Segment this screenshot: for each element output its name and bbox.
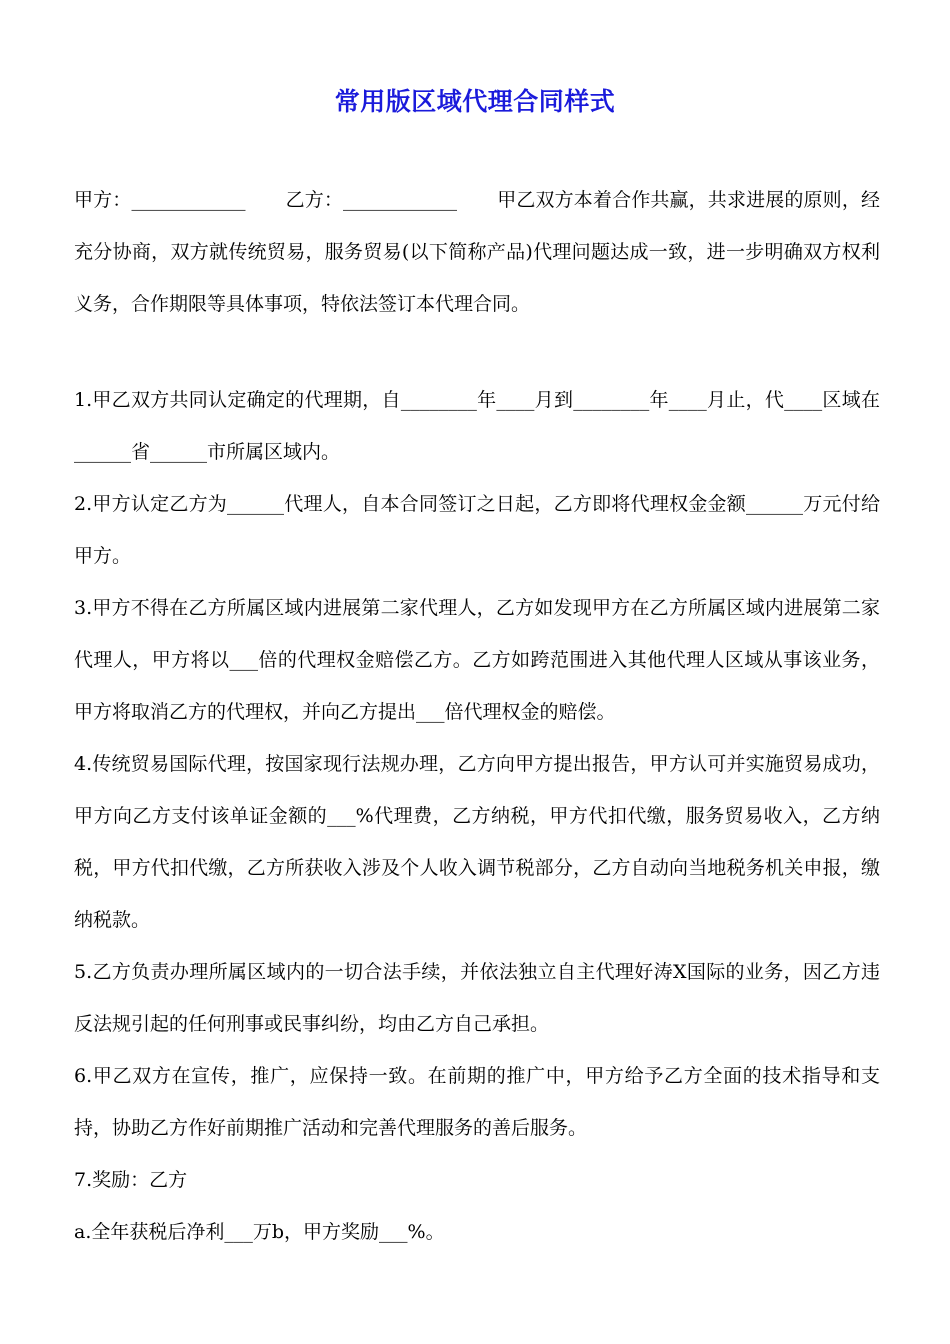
clause-7: 7.奖励：乙方 [74, 1169, 188, 1191]
clause-2: 2.甲方认定乙方为______代理人，自本合同签订之日起，乙方即将代理权金金额______万元付给甲方。 [74, 493, 880, 567]
clause-5: 5.乙方负责办理所属区域内的一切合法手续，并依法独立自主代理好涛X国际的业务，因乙方违反法规引起的任何刑事或民事纠纷，均由乙方自己承担。 [74, 961, 880, 1035]
intro-paragraph [74, 174, 880, 330]
clause-3: 3.甲方不得在乙方所属区域内进展第二家代理人，乙方如发现甲方在乙方所属区域内进展第二家代理人，甲方将以___倍的代理权金赔偿乙方。乙方如跨范围进入其他代理人区域从事该业务，甲方将取消乙方的代理权，并向乙方提出___倍代理权金的赔偿。 [74, 597, 880, 723]
intro-text: 甲乙双方本着合作共赢，共求进展的原则，经充分协商，双方就传统贸易，服务贸易(以下简称产品)代理问题达成一致，进一步明确双方权利义务，合作期限等具体事项，特依法签订本代理合同。 [74, 189, 880, 315]
clause-6: 6.甲乙双方在宣传，推广，应保持一致。在前期的推广中，甲方给予乙方全面的技术指导和支持，协助乙方作好前期推广活动和完善代理服务的善后服务。 [74, 1065, 880, 1139]
party-a-field: 甲方：____________ [74, 189, 246, 211]
clause-7a: a.全年获税后净利___万b，甲方奖励___%。 [74, 1221, 445, 1243]
clause-4: 4.传统贸易国际代理，按国家现行法规办理，乙方向甲方提出报告，甲方认可并实施贸易成功，甲方向乙方支付该单证金额的___%代理费，乙方纳税，甲方代扣代缴，服务贸易收入，乙方纳税，甲方代扣代缴，乙方所获收入涉及个人收入调节税部分，乙方自动向当地税务机关申报，缴纳税款。 [74, 753, 880, 931]
party-b-field: 乙方：____________ [285, 189, 458, 211]
document-title: 常用版区域代理合同样式 [334, 87, 616, 116]
clauses-list [74, 374, 880, 1258]
clause-1: 1.甲乙双方共同认定确定的代理期，自________年____月到________年____月止，代____区域在______省______市所属区域内。 [74, 389, 880, 463]
